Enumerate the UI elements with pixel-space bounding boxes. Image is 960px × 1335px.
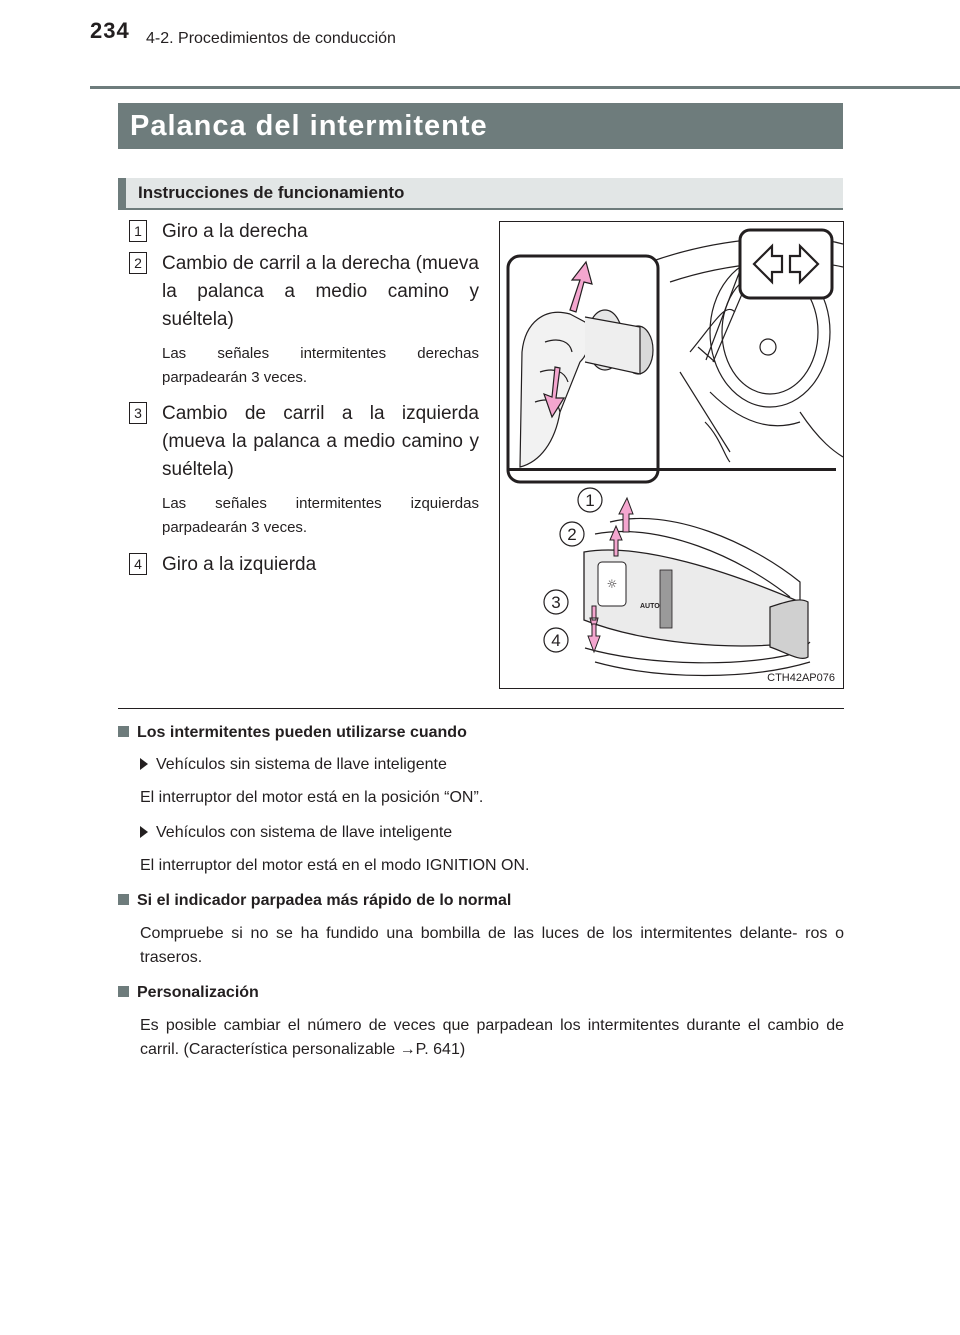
step-note: Las señales intermitentes izquierdas parpadearán 3 veces. bbox=[162, 495, 479, 536]
note-text: Es posible cambiar el número de veces que parpadean los intermitentes durante el cambio de carril. (Característica personalizable →P. 641) bbox=[140, 1017, 844, 1058]
figure-code: CTH42AP076 bbox=[767, 672, 835, 684]
lever-down-arrow-icon bbox=[588, 624, 600, 652]
lever-up-arrow-icon bbox=[619, 498, 633, 532]
square-bullet-icon bbox=[118, 726, 129, 737]
step-note: Las señales intermitentes derechas parpadearán 3 veces. bbox=[162, 345, 479, 386]
subsection-title: Instrucciones de funcionamiento bbox=[138, 183, 405, 202]
triangle-bullet-icon bbox=[140, 758, 148, 770]
callout-2: 2 bbox=[567, 525, 577, 544]
notes-section bbox=[118, 722, 844, 1074]
square-bullet-icon bbox=[118, 894, 129, 905]
note-subitem: Vehículos con sistema de llave inteligente bbox=[140, 822, 844, 844]
step-1 bbox=[129, 218, 479, 246]
svg-text:☼: ☼ bbox=[606, 577, 618, 591]
step-4 bbox=[129, 551, 479, 579]
note-text: El interruptor del motor está en el modo IGNITION ON. bbox=[140, 857, 530, 874]
step-text: Cambio de carril a la izquierda (mueva la palanca a medio camino y suéltela) bbox=[162, 403, 479, 480]
square-bullet-icon bbox=[118, 986, 129, 997]
callout-3: 3 bbox=[551, 593, 561, 612]
section-reference: 4-2. Procedimientos de conducción bbox=[146, 30, 396, 47]
triangle-bullet-icon bbox=[140, 826, 148, 838]
step-text: Giro a la izquierda bbox=[162, 554, 317, 575]
page-title: Palanca del intermitente bbox=[118, 103, 843, 149]
section-divider bbox=[118, 708, 844, 709]
subsection-bar bbox=[118, 178, 843, 210]
svg-text:AUTO: AUTO bbox=[640, 603, 660, 610]
note-text: El interruptor del motor está en la posición “ON”. bbox=[140, 789, 484, 806]
step-number: 4 bbox=[129, 553, 147, 575]
step-number: 3 bbox=[129, 402, 147, 424]
subsection-accent bbox=[118, 178, 126, 208]
step-number: 1 bbox=[129, 220, 147, 242]
note-heading: Si el indicador parpadea más rápido de lo normal bbox=[118, 890, 844, 912]
header-divider bbox=[90, 86, 960, 89]
step-2 bbox=[129, 250, 479, 390]
step-text: Cambio de carril a la derecha (mueva la palanca a medio camino y suéltela) bbox=[162, 253, 479, 330]
illustration-drawing bbox=[500, 222, 843, 688]
step-3 bbox=[129, 400, 479, 540]
page-number: 234 bbox=[90, 18, 130, 43]
callout-4: 4 bbox=[551, 631, 561, 650]
note-subitem: Vehículos sin sistema de llave inteligente bbox=[140, 754, 844, 776]
note-heading: Los intermitentes pueden utilizarse cuando bbox=[118, 722, 844, 744]
step-number: 2 bbox=[129, 252, 147, 274]
callout-1: 1 bbox=[585, 491, 595, 510]
turn-signal-illustration bbox=[499, 221, 844, 689]
note-heading: Personalización bbox=[118, 982, 844, 1004]
step-text: Giro a la derecha bbox=[162, 221, 308, 242]
note-text: Compruebe si no se ha fundido una bombilla de las luces de los intermitentes delante- ros o traseros. bbox=[140, 925, 844, 966]
